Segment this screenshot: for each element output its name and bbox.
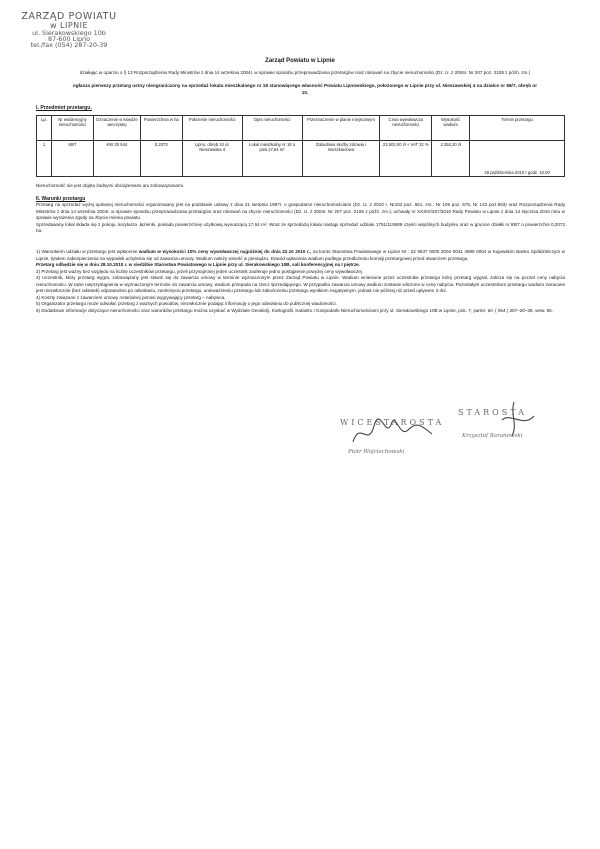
starost-title: STAROSTA bbox=[458, 408, 527, 417]
condition-5: 5) Organizator przetargu może odwołać przetarg z ważnych powodów, niezwłocznie podając informację o jego odwołaniu do publicznej wiadomości. bbox=[36, 301, 337, 307]
table-cell: Lokal mieszkalny nr 18 o pow.17,64 m² bbox=[242, 141, 302, 177]
section-2-title: II. Warunki przetargu bbox=[36, 196, 86, 202]
table-header: Przeznaczenie w planie miejscowym bbox=[302, 116, 380, 141]
stamp-line-1: ZARZĄD POWIATU bbox=[21, 11, 117, 22]
condition-1 bbox=[36, 249, 565, 262]
document-title: Zarząd Powiatu w Lipnie bbox=[265, 58, 335, 64]
auction-date-notice: Przetarg odbędzie się w dniu 28.10.2010 r. w siedzibie Starostwa Powiatowego w Lipnie przy ul. Sierakowskiego 10B, sali konferencyjnej na I piętrze. bbox=[36, 262, 360, 268]
section-2-paragraph-2: Sprzedawany lokal składa się z pokoju, korytarza ,łazienki, posiada powierzchnię użytkową wynoszącą 17,64 m². Wraz ze sprzedażą lokalu nastąpi sprzedaż udziału 1751/119589 części wspólnych budynku oraz w gruncie działki nr 88/7 o powierzchni 0,2073 ha. bbox=[36, 221, 565, 234]
encumbrance-note: Nieruchomość nie jest objęta żadnymi obciążeniami ani zobowiązaniami. bbox=[36, 183, 185, 188]
condition-1-text-c: na konto Starostwa Powiatowego w Lipnie Nr : 22 9537 0000 2004 0041 4689 0004 w Kujawskim Banku Spółdzielczym w Lipnie, tytułem zabezpieczenia na wypadek uchylenia się od zawarcia umowy. Wadium należy wnieść w pieniądzu. Dowód wpłacenia wadium podlega przedłożeniu komisji przetargowej przed otwarciem przetargu. bbox=[36, 249, 566, 261]
handwritten-signature-icon bbox=[484, 400, 544, 440]
property-table bbox=[36, 115, 565, 177]
table-row bbox=[37, 141, 565, 177]
table-header: Oznaczenie w księdze wieczystej bbox=[93, 116, 140, 141]
table-header: Położenie nieruchomości bbox=[182, 116, 242, 141]
table-cell: 88/7 bbox=[51, 141, 93, 177]
table-cell: 23.502,00 zł + VAT 22 % bbox=[380, 141, 432, 177]
stamp-line-2: w LIPNIE bbox=[49, 20, 89, 30]
handwritten-signature-icon bbox=[348, 412, 438, 452]
condition-4: 4) Koszty związane z zawarciem umowy notarialnej ponosi wygrywający przetarg – nabywca. bbox=[36, 294, 226, 300]
table-cell: KW 30 544 bbox=[93, 141, 140, 177]
section-2 bbox=[36, 196, 565, 235]
condition-3: 3) Uczestnik, który przetarg wygra, zobowiązany jest stawić się do zawarcia umowy w terminie wyznaczonym przez Zarząd Powiatu w Lipnie. Wadium wniesione przez uczestnika przetargu który przetarg wygrał, zalicza się na poczet ceny nabycia nieruchomości. W razie nieprzystąpienia w wyznaczonym terminie do zawarcia umowy, wadium przepada na rzecz sprzedającego. W przypadku zawarcia umowy wadium zostanie wliczone w cenę nabycia. Pozostałym uczestnikom przetargu wadium zwracane jest niezwłocznie (bez odsetek) odpowiednio po odwołaniu, zamknięciu przetargu, unieważnieniu przetargu lub zakończeniu przetargu wynikiem negatywnym, jednak nie później niż przed upływem 3 dni. bbox=[36, 275, 565, 294]
legal-basis-intro: działając w oparciu o § 13 Rozporządzenia Rady Ministrów z dnia 14 września 2004r. w sprawie sposobu przeprowadzania przetargów oraz rokowań na zbycie nieruchomości (Dz. U. z 2004r. Nr 207 poz. 2108 z późń. zm.) bbox=[79, 70, 531, 75]
vice-starost-name: Piotr Wojciechowski bbox=[348, 449, 405, 455]
table-header: Powierzchnia w ha bbox=[140, 116, 182, 141]
table-cell: Lipno, obręb 10 ul. Nieszawska 4 bbox=[182, 141, 242, 177]
table-cell: 28 października 2010 r godz. 10.00 bbox=[470, 141, 565, 177]
table-cell: 2.350,20 zł bbox=[432, 141, 470, 177]
starost-name: Krzysztof Baranowski bbox=[462, 433, 523, 439]
conditions-list bbox=[36, 249, 565, 314]
table-header: Cena wywoławcza nieruchomości bbox=[380, 116, 432, 141]
condition-2: 2) Przetarg jest ważny bez względu na liczbę uczestników przetargu, jeżeli przynajmniej jeden uczestnik zaoferuje jedno postąpienie powyżej ceny wywoławczej. bbox=[36, 268, 364, 274]
table-header-row bbox=[37, 116, 565, 141]
stamp-line-4: 87-600 Lipno bbox=[47, 34, 91, 43]
table-header: Termin przetargu bbox=[470, 116, 565, 141]
condition-1-deposit: wadium w wysokości 10% ceny wywoławczej najpóźniej do dnia 22.10 2010 r., bbox=[138, 249, 312, 254]
starost-signature-block bbox=[458, 408, 578, 439]
table-cell: 0,2073 bbox=[140, 141, 182, 177]
table-header: Opis nieruchomości bbox=[242, 116, 302, 141]
stamp-line-3: ul. Sierakowskiego 10b bbox=[32, 28, 106, 37]
table-cell: 1 bbox=[37, 141, 52, 177]
condition-6: 6) Dodatkowe informacje dotyczące nieruchomości oraz warunków przetargu można uzyskać w Wydziale Geodezji, Kartografii, Katastru i Gospodarki Nieruchomościami przy ul. Sierakowskiego 10B w Lipnie, pok. 7, parter, tel. ( 054 ) 287–20–39, wew. 56. bbox=[36, 307, 554, 313]
stamp-line-5: tel./fax (054) 287-20-39 bbox=[30, 41, 108, 50]
vice-starost-signature-block bbox=[340, 418, 445, 455]
table-header: Nr ewidencyjny nieruchomości bbox=[51, 116, 93, 141]
office-stamp bbox=[10, 12, 128, 49]
vice-starost-title: WICESTAROSTA bbox=[340, 418, 445, 427]
section-2-paragraph-1: Przetarg na sprzedaż wyżej opisanej nieruchomości organizowany jest na podstawie ustawy z dnia 21 sierpnia 1997r. o gospodarce nieruchomościami (Dz. U. z 2010 r. Nr102 poz. 651, zm.: Nr 106 poz. 675, Nr 143 poz.963) oraz Rozporządzenia Rady Ministrów z dnia 14 września 2004r. w sprawie sposobu przeprowadzania przetargów oraz rokowań na zbycie nieruchomości (Dz. U. z 2004r. Nr 207 poz. 2108 z późń. zm.), uchwały nr XXXIX/257/2010 Rady Powiatu w Lipnie z dnia 14 stycznia 2010 roku w sprawie wyrażenia zgody na zbycie mienia powiatu. bbox=[36, 202, 565, 221]
table-header: Wysokość wadium bbox=[432, 116, 470, 141]
section-1-title: I. Przedmiot przetargu. bbox=[36, 105, 92, 111]
announcement-heading: ogłasza pierwszy przetarg ustny nieograniczony na sprzedaż lokalu mieszkalnego nr 18 stanowiącego własność Powiatu Lipnowskiego, położonego w Lipnie przy ul. Nieszawskiej 4 na działce nr 88/7, obręb nr 10. bbox=[72, 83, 538, 95]
table-header: Lp. bbox=[37, 116, 52, 141]
condition-1-text-a: 1) Warunkiem udziału w przetargu jest wpłacenie bbox=[36, 249, 139, 254]
table-cell: Zabudowa służby zdrowia i mieszkaniowa bbox=[302, 141, 380, 177]
